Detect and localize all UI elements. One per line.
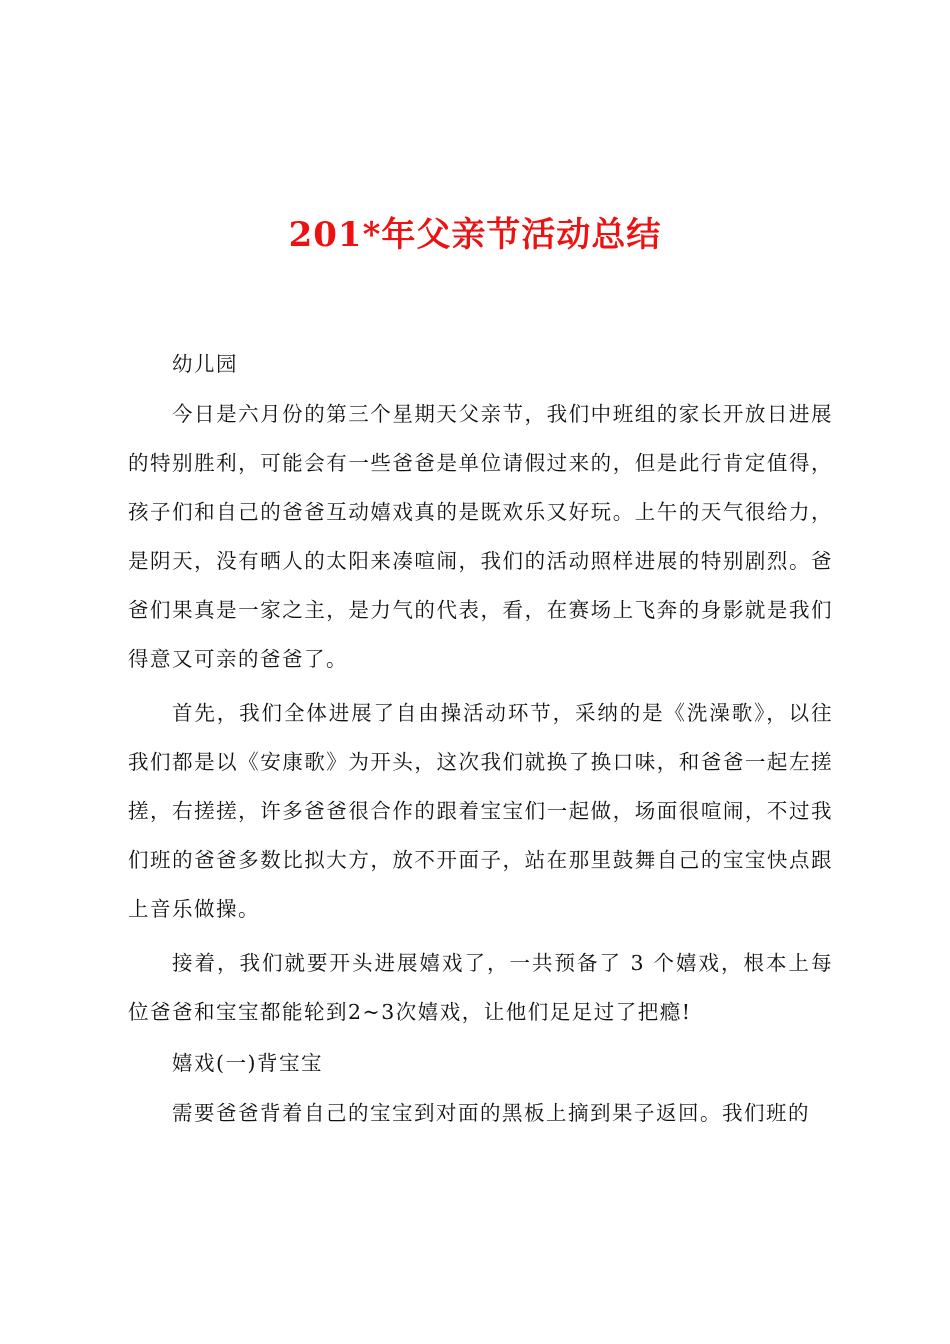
subtitle-kindergarten: 幼儿园: [172, 352, 238, 376]
document-title: 201*年父亲节活动总结: [288, 215, 662, 255]
paragraph-intro: 今日是六月份的第三个星期天父亲节，我们中班组的家长开放日进展的特别胜利，可能会有一些爸爸是单位请假过来的，但是此行肯定值得，孩子们和自己的爸爸互动嬉戏真的是既欢乐又好玩。上午的天气很给力，是阴天，没有晒人的太阳来凑喧闹，我们的活动照样进展的特别剧烈。爸爸们果真是一家之主，是力气的代表，看，在赛场上飞奔的身影就是我们得意又可亲的爸爸了。: [128, 402, 833, 671]
paragraph-game-one: 需要爸爸背着自己的宝宝到对面的黑板上摘到果子返回。我们班的: [172, 1101, 810, 1125]
paragraph-games-intro: 接着，我们就要开头进展嬉戏了，一共预备了 3 个嬉戏，根本上每位爸爸和宝宝都能轮到2~3次嬉戏，让他们足足过了把瘾!: [128, 951, 833, 1024]
section-heading-game-one: 嬉戏(一)背宝宝: [172, 1051, 323, 1075]
paragraph-exercise: 首先，我们全体进展了自由操活动环节，采纳的是《洗澡歌》，以往我们都是以《安康歌》为开头，这次我们就换了换口味，和爸爸一起左搓搓，右搓搓，许多爸爸很合作的跟着宝宝们一起做，场面很喧闹，不过我们班的爸爸多数比拟大方，放不开面子，站在那里鼓舞自己的宝宝快点跟上音乐做操。: [128, 701, 833, 921]
